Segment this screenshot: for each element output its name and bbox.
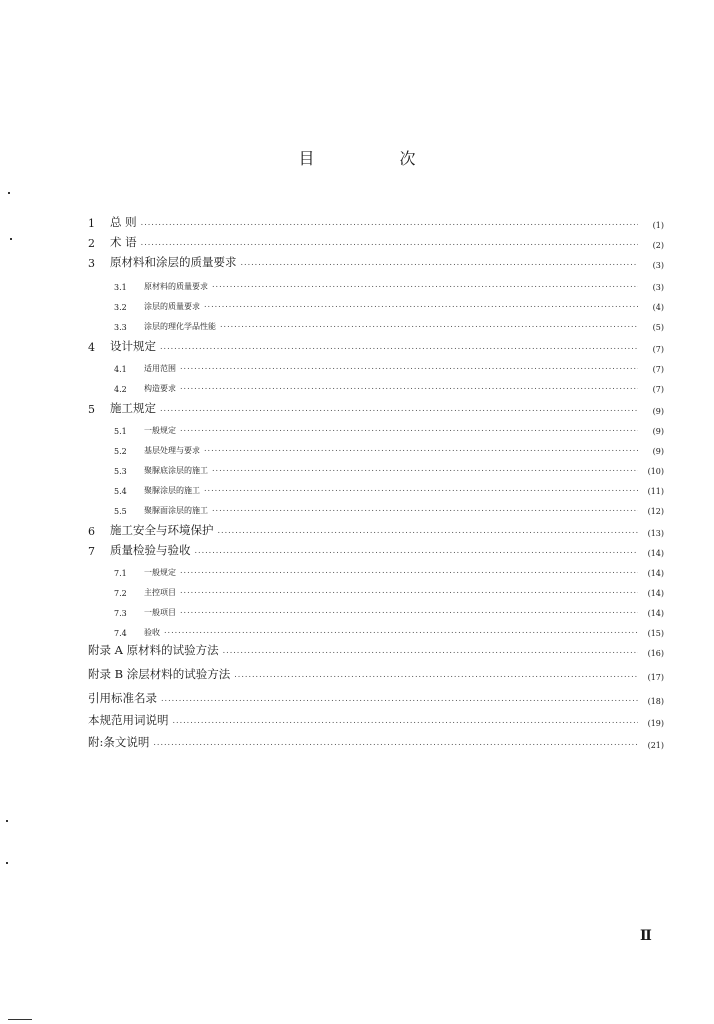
toc-entry-page: (10) xyxy=(647,467,664,476)
toc-entry xyxy=(88,732,664,750)
toc-entry-number: 5.1 xyxy=(114,427,127,436)
toc-entry-number: 7.3 xyxy=(114,609,127,618)
toc-entry xyxy=(88,580,664,598)
toc-entry-number: 5 xyxy=(88,403,95,416)
toc-entry xyxy=(88,274,664,292)
toc-leader-dots xyxy=(180,362,638,372)
toc-entry-number: 7.1 xyxy=(114,569,127,578)
toc-leader-dots xyxy=(173,716,639,726)
page-title: 目 次 xyxy=(298,149,456,168)
toc-entry xyxy=(88,664,664,682)
toc-entry-label: 构造要求 xyxy=(144,384,176,393)
toc-entry-page: (7) xyxy=(652,365,664,374)
toc-entry xyxy=(88,356,664,374)
toc-entry-label: 聚脲涂层的施工 xyxy=(144,486,200,495)
toc-leader-dots xyxy=(141,218,638,228)
toc-entry-label: 附:条文说明 xyxy=(88,735,150,749)
toc-leader-dots xyxy=(241,258,639,268)
scan-speck xyxy=(6,862,8,864)
toc-entry-number: 6 xyxy=(88,525,95,538)
toc-entry-page: (3) xyxy=(652,261,664,270)
toc-leader-dots xyxy=(204,300,638,310)
toc-entry-label: 基层处理与要求 xyxy=(144,446,200,455)
toc-entry-number: 7 xyxy=(88,545,95,558)
toc-entry xyxy=(88,560,664,578)
toc-entry-page: (9) xyxy=(652,427,664,436)
toc-entry-number: 4.1 xyxy=(114,365,127,374)
toc-leader-dots xyxy=(195,546,639,556)
toc-entry-page: (14) xyxy=(647,549,664,558)
toc-leader-dots xyxy=(160,404,638,414)
toc-entry-label: 总 则 xyxy=(110,215,137,229)
toc-entry xyxy=(88,478,664,496)
toc-entry-number: 3.1 xyxy=(114,283,127,292)
toc-entry-label: 聚脲面涂层的施工 xyxy=(144,506,208,515)
scan-speck xyxy=(6,820,8,822)
toc-leader-dots xyxy=(160,342,638,352)
toc-entry-page: (14) xyxy=(647,569,664,578)
toc-entry-page: (2) xyxy=(652,241,664,250)
toc-leader-dots xyxy=(153,738,638,748)
toc-entry-page: (7) xyxy=(652,345,664,354)
toc-entry-page: (14) xyxy=(647,609,664,618)
toc-leader-dots xyxy=(141,238,638,248)
toc-leader-dots xyxy=(218,526,639,536)
toc-entry-page: (16) xyxy=(647,649,664,658)
toc-entry-label: 适用范围 xyxy=(144,364,176,373)
toc-entry xyxy=(88,640,664,658)
toc-entry xyxy=(88,540,664,558)
toc-entry-label: 施工安全与环境保护 xyxy=(110,523,214,537)
toc-entry-number: 3 xyxy=(88,257,95,270)
toc-entry-page: (9) xyxy=(652,447,664,456)
toc-entry-label: 原材料和涂层的质量要求 xyxy=(110,255,237,269)
toc-leader-dots xyxy=(234,670,638,680)
toc-entry-page: (11) xyxy=(647,487,664,496)
toc-entry-page: (17) xyxy=(647,673,664,682)
toc-entry-label: 设计规定 xyxy=(110,339,156,353)
toc-entry-page: (9) xyxy=(652,407,664,416)
toc-entry xyxy=(88,458,664,476)
toc-entry-number: 7.2 xyxy=(114,589,127,598)
toc-entry xyxy=(88,710,664,728)
toc-entry-page: (14) xyxy=(647,589,664,598)
toc-leader-dots xyxy=(212,280,638,290)
toc-entry xyxy=(88,294,664,312)
toc-entry-number: 5.3 xyxy=(114,467,127,476)
toc-entry xyxy=(88,438,664,456)
scan-edge-mark xyxy=(8,1019,32,1020)
scan-speck xyxy=(8,192,10,194)
toc-entry-page: (7) xyxy=(652,385,664,394)
toc-entry xyxy=(88,600,664,618)
toc-leader-dots xyxy=(212,464,638,474)
toc-entry xyxy=(88,252,664,270)
toc-leader-dots xyxy=(161,694,638,704)
toc-entry-page: (3) xyxy=(652,283,664,292)
toc-entry-label: 验收 xyxy=(144,628,160,637)
toc-entry-number: 2 xyxy=(88,237,95,250)
toc-entry-number: 7.4 xyxy=(114,629,127,638)
toc-entry-page: (21) xyxy=(647,741,664,750)
toc-entry-label: 一般规定 xyxy=(144,426,176,435)
scan-speck xyxy=(10,238,12,240)
toc-entry-number: 5.2 xyxy=(114,447,127,456)
toc-entry-label: 聚脲底涂层的施工 xyxy=(144,466,208,475)
toc-entry-label: 一般规定 xyxy=(144,568,176,577)
toc-entry-label: 附录 A 原材料的试验方法 xyxy=(88,643,219,657)
toc-entry-number: 5.4 xyxy=(114,487,127,496)
toc-entry-page: (5) xyxy=(652,323,664,332)
toc-entry-label: 附录 B 涂层材料的试验方法 xyxy=(88,667,231,681)
toc-leader-dots xyxy=(180,606,638,616)
toc-entry-label: 涂层的理化学品性能 xyxy=(144,322,216,331)
toc-entry-label: 本规范用词说明 xyxy=(88,713,169,727)
toc-entry xyxy=(88,620,664,638)
toc-entry-number: 3.3 xyxy=(114,323,127,332)
toc-entry-number: 5.5 xyxy=(114,507,127,516)
toc-entry xyxy=(88,232,664,250)
toc-entry-label: 质量检验与验收 xyxy=(110,543,191,557)
toc-entry-page: (1) xyxy=(652,221,664,230)
toc-leader-dots xyxy=(223,646,638,656)
toc-entry-label: 主控项目 xyxy=(144,588,176,597)
toc-entry-page: (4) xyxy=(652,303,664,312)
toc-leader-dots xyxy=(180,586,638,596)
toc-entry-page: (19) xyxy=(647,719,664,728)
toc-entry-label: 涂层的质量要求 xyxy=(144,302,200,311)
page-folio: Ⅱ xyxy=(640,928,652,944)
toc-entry xyxy=(88,498,664,516)
toc-leader-dots xyxy=(204,484,638,494)
toc-entry-label: 一般项目 xyxy=(144,608,176,617)
toc-entry-page: (15) xyxy=(647,629,664,638)
toc-entry xyxy=(88,398,664,416)
toc-entry-number: 4 xyxy=(88,341,95,354)
toc-entry-number: 1 xyxy=(88,217,95,230)
toc-entry xyxy=(88,520,664,538)
toc-leader-dots xyxy=(220,320,638,330)
toc-entry xyxy=(88,212,664,230)
toc-leader-dots xyxy=(204,444,638,454)
toc-entry-page: (18) xyxy=(647,697,664,706)
toc-leader-dots xyxy=(180,382,638,392)
toc-entry-number: 4.2 xyxy=(114,385,127,394)
toc-entry-label: 术 语 xyxy=(110,235,137,249)
toc-entry-label: 施工规定 xyxy=(110,401,156,415)
toc-leader-dots xyxy=(180,566,638,576)
toc-entry-number: 3.2 xyxy=(114,303,127,312)
toc-entry-page: (12) xyxy=(647,507,664,516)
toc-entry xyxy=(88,418,664,436)
toc-leader-dots xyxy=(212,504,638,514)
toc-entry-label: 原材料的质量要求 xyxy=(144,282,208,291)
toc-leader-dots xyxy=(180,424,638,434)
toc-entry-label: 引用标准名录 xyxy=(88,691,157,705)
toc-entry xyxy=(88,336,664,354)
toc-leader-dots xyxy=(164,626,638,636)
toc-entry xyxy=(88,688,664,706)
toc-entry xyxy=(88,314,664,332)
toc-entry-page: (13) xyxy=(647,529,664,538)
toc-entry xyxy=(88,376,664,394)
